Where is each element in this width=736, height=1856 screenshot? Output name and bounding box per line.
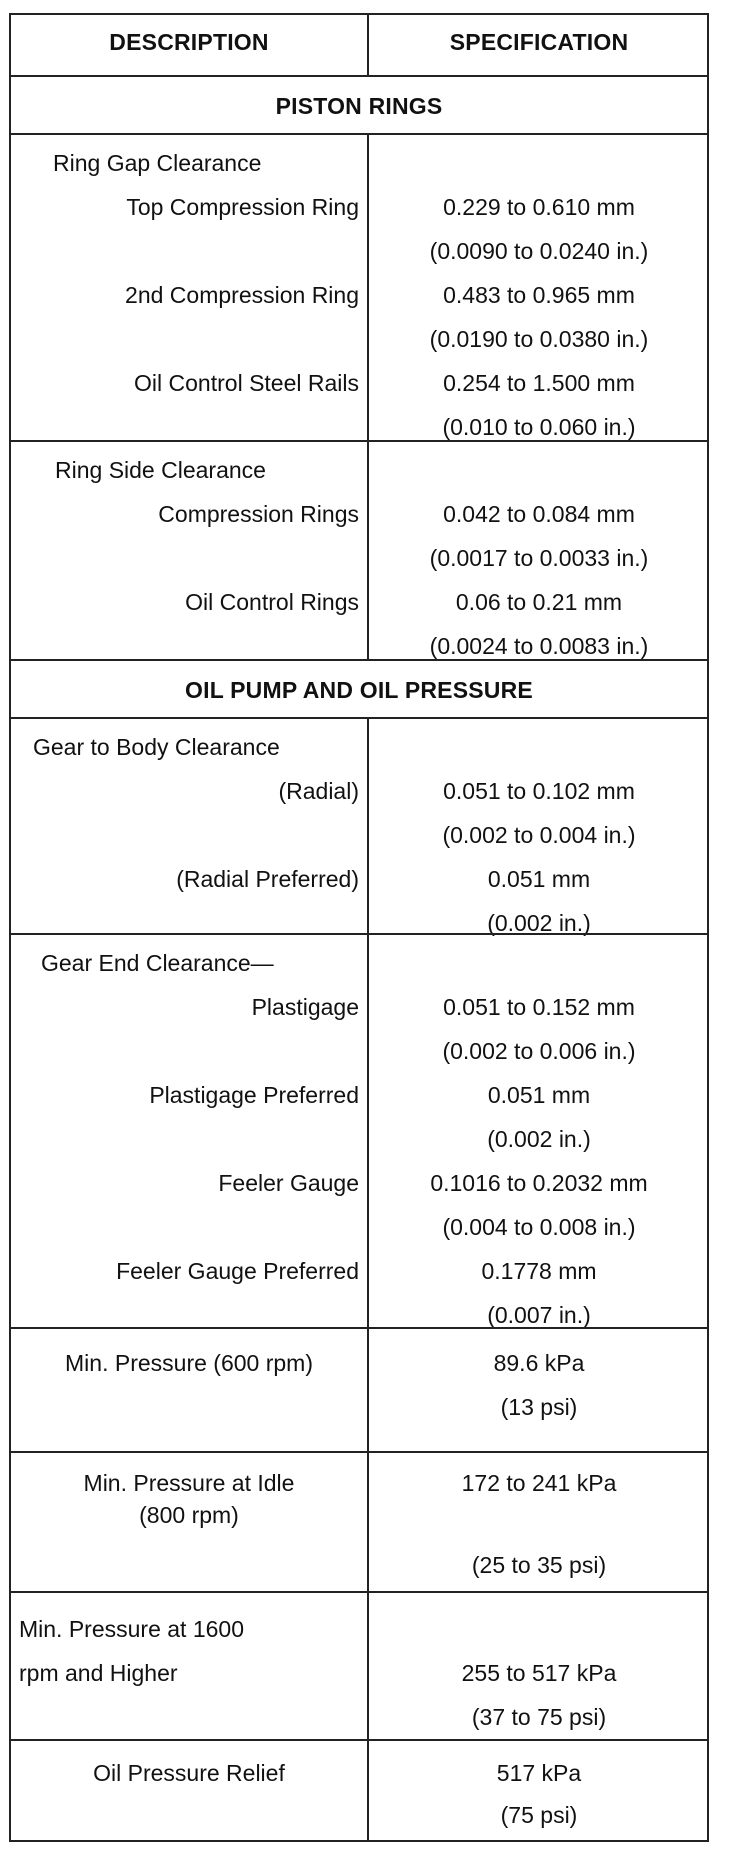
radial-preferred-label: (Radial Preferred) (176, 866, 359, 892)
min-pressure-600-psi: (13 psi) (500, 1394, 578, 1420)
min-pressure-idle-kpa: 172 to 241 kPa (461, 1470, 617, 1496)
table-header-row (11, 15, 707, 75)
min-pressure-1600-row (11, 1591, 707, 1741)
top-compression-ring-label: Top Compression Ring (126, 194, 359, 220)
min-pressure-1600-label: Min. Pressure at 1600 (19, 1616, 245, 1642)
min-pressure-600-kpa: 89.6 kPa (493, 1350, 585, 1376)
plastigage-preferred-label: Plastigage Preferred (149, 1082, 359, 1108)
min-pressure-600-row (11, 1327, 707, 1453)
plastigage-in: (0.002 to 0.006 in.) (442, 1038, 636, 1064)
top-compression-ring-mm: 0.229 to 0.610 mm (443, 194, 635, 220)
gear-end-clearance-block (11, 933, 707, 1329)
gear-body-clearance-block (11, 717, 707, 935)
section-piston-rings (11, 75, 707, 135)
radial-label: (Radial) (278, 778, 359, 804)
plastigage-preferred-in: (0.002 in.) (487, 1126, 591, 1152)
feeler-gauge-in: (0.004 to 0.008 in.) (442, 1214, 636, 1240)
oil-control-steel-rails-mm: 0.254 to 1.500 mm (443, 370, 635, 396)
compression-rings-label: Compression Rings (158, 501, 359, 527)
ring-side-clearance-block (11, 440, 707, 661)
min-pressure-1600-kpa: 255 to 517 kPa (461, 1660, 617, 1686)
gear-body-clearance-label: Gear to Body Clearance (33, 734, 280, 760)
oil-pressure-relief-row (11, 1739, 707, 1842)
feeler-gauge-label: Feeler Gauge (218, 1170, 359, 1196)
oil-pressure-relief-label: Oil Pressure Relief (93, 1760, 285, 1786)
oil-control-rings-in: (0.0024 to 0.0083 in.) (429, 633, 649, 659)
column-divider (367, 1329, 369, 1453)
compression-rings-mm: 0.042 to 0.084 mm (443, 501, 635, 527)
min-pressure-1600-label-cont: rpm and Higher (19, 1660, 178, 1686)
feeler-gauge-preferred-in: (0.007 in.) (487, 1302, 591, 1328)
ring-gap-clearance-block (11, 133, 707, 442)
oil-control-rings-label: Oil Control Rings (185, 589, 359, 615)
feeler-gauge-preferred-label: Feeler Gauge Preferred (116, 1258, 359, 1284)
section-title-piston-rings: PISTON RINGS (275, 92, 443, 119)
plastigage-label: Plastigage (251, 994, 359, 1020)
min-pressure-idle-row (11, 1451, 707, 1593)
top-compression-ring-in: (0.0090 to 0.0240 in.) (429, 238, 649, 264)
header-specification: SPECIFICATION (449, 29, 629, 55)
ring-side-clearance-label: Ring Side Clearance (55, 457, 266, 483)
feeler-gauge-preferred-mm: 0.1778 mm (481, 1258, 597, 1284)
radial-preferred-mm: 0.051 mm (487, 866, 591, 892)
header-description: DESCRIPTION (109, 29, 269, 55)
min-pressure-600-label: Min. Pressure (600 rpm) (65, 1350, 313, 1376)
feeler-gauge-mm: 0.1016 to 0.2032 mm (430, 1170, 648, 1196)
min-pressure-idle-rpm: (800 rpm) (139, 1502, 239, 1528)
gear-end-clearance-label: Gear End Clearance— (41, 950, 274, 976)
spec-table (9, 13, 709, 1842)
section-oil-pump (11, 659, 707, 719)
radial-in: (0.002 to 0.004 in.) (442, 822, 636, 848)
radial-mm: 0.051 to 0.102 mm (443, 778, 635, 804)
oil-control-steel-rails-label: Oil Control Steel Rails (134, 370, 359, 396)
radial-preferred-in: (0.002 in.) (487, 910, 591, 936)
section-title-oil-pump: OIL PUMP AND OIL PRESSURE (185, 676, 533, 703)
ring-gap-clearance-label: Ring Gap Clearance (53, 150, 262, 176)
oil-control-rings-mm: 0.06 to 0.21 mm (455, 589, 623, 615)
compression-rings-in: (0.0017 to 0.0033 in.) (429, 545, 649, 571)
oil-control-steel-rails-in: (0.010 to 0.060 in.) (442, 414, 636, 440)
oil-pressure-relief-kpa: 517 kPa (496, 1760, 582, 1786)
second-compression-ring-in: (0.0190 to 0.0380 in.) (429, 326, 649, 352)
oil-pressure-relief-psi: (75 psi) (500, 1802, 578, 1828)
min-pressure-1600-psi: (37 to 75 psi) (471, 1704, 607, 1730)
second-compression-ring-label: 2nd Compression Ring (125, 282, 359, 308)
plastigage-preferred-mm: 0.051 mm (487, 1082, 591, 1108)
plastigage-mm: 0.051 to 0.152 mm (443, 994, 635, 1020)
min-pressure-idle-label: Min. Pressure at Idle (83, 1470, 295, 1496)
second-compression-ring-mm: 0.483 to 0.965 mm (443, 282, 635, 308)
min-pressure-idle-psi: (25 to 35 psi) (471, 1552, 607, 1578)
